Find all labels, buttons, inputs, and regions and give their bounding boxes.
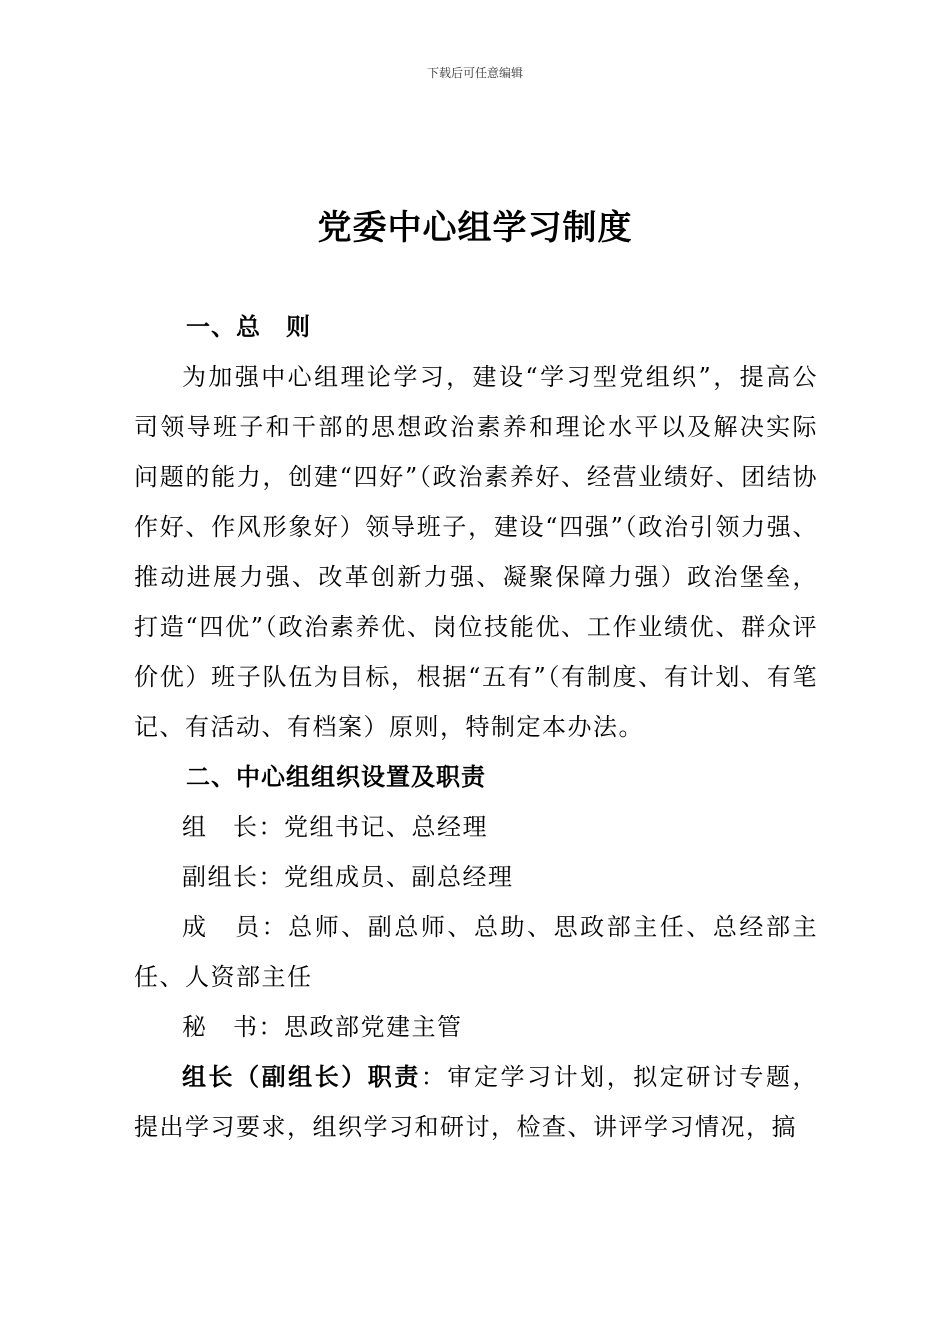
section-1-paragraph: 为加强中心组理论学习，建设“学习型党组织”，提高公司领导班子和干部的思想政治素养和理论水平以及解决实际问题的能力，创建“四好”（政治素养好、经营业绩好、团结协作好、作风形象好）领导班子，建设“四强”（政治引领力强、推动进展力强、改革创新力强、凝聚保障力强）政治堡垒，打造“四优”（政治素养优、岗位技能优、工作业绩优、群众评价优）班子队伍为目标，根据“五有”（有制度、有计划、有笔记、有活动、有档案）原则，特制定本办法。 xyxy=(134,363,818,741)
members-line: 成 员：总师、副总师、总助、思政部主任、总经部主任、人资部主任 xyxy=(134,913,818,991)
document-body xyxy=(134,302,818,1152)
leader-duty-label: 组长（副组长）职责 xyxy=(182,1062,421,1091)
document-title: 党委中心组学习制度 xyxy=(317,208,633,248)
header-note: 下载后可任意编辑 xyxy=(426,66,523,80)
section-2-heading: 二、中心组组织设置及职责 xyxy=(186,762,486,791)
leader-duty-text: ：审定学习计划，拟定研讨专题，提出学习要求，组织学习和研讨，检查、讲评学习情况，搞 xyxy=(134,1063,818,1141)
section-1-heading: 一、总 则 xyxy=(186,312,311,341)
secretary-line: 秘 书：思政部党建主管 xyxy=(182,1013,463,1041)
leader-line: 组 长：党组书记、总经理 xyxy=(182,813,488,841)
deputy-line: 副组长：党组成员、副总经理 xyxy=(182,863,514,891)
leader-duty-paragraph xyxy=(134,1052,818,1152)
